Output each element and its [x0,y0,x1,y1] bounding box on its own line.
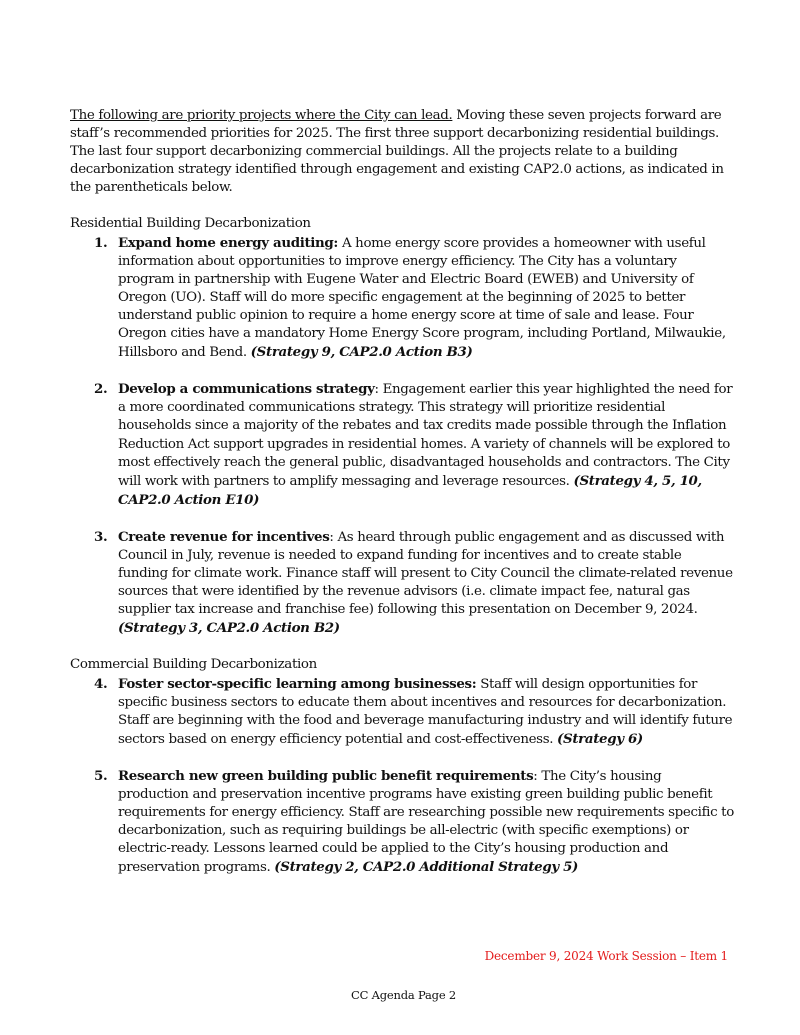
project-number: 3. [94,528,108,545]
project-title: Create revenue for incentives [118,528,330,545]
project-number: 1. [94,234,108,251]
project-body: A home energy score provides a homeowner with useful information about opportunities to improve energy efficiency. The City has a voluntary program in partnership with Eugene Water and Electric Board (EWEB) and University of Oregon (UO). Staff will do more specific engagement at the beginning of 2025 to better understand public opinion to require a home energy score at time of sale and lease. Four Oregon cities have a mandatory Home Energy Score program, including Portland, Milwaukie, Hillsboro and Bend. [118,235,726,361]
project-body: Staff will design opportunities for specific business sectors to educate them about incentives and resources for decarbonization. Staff are beginning with the food and beverage manufacturing industry and will identify future sectors based on energy efficiency potential and cost-effectiveness. [118,676,733,747]
project-reference: (Strategy 6) [557,730,643,747]
work-session-label: December 9, 2024 Work Session – Item 1 [484,949,728,963]
project-number: 5. [94,767,108,784]
project-number: 4. [94,675,108,692]
agenda-page-number: CC Agenda Page 2 [351,988,457,1002]
project-reference: (Strategy 3, CAP2.0 Action B2) [118,620,340,637]
project-item-4 [70,675,735,749]
document-page [70,107,735,895]
project-item-2 [70,380,735,510]
project-title: Foster sector-specific learning among businesses: [118,675,477,692]
project-body: : As heard through public engagement and as discussed with Council in July, revenue is needed to expand funding for incentives and to create stable funding for climate work. Finance staff will present to City Council the climate-related revenue sources that were identified by the revenue advisors (i.e. climate impact fee, natural gas supplier tax increase and franchise fee) following this presentation on December 9, 2024. [118,529,733,618]
project-list-residential [70,234,735,639]
section-heading-commercial: Commercial Building Decarbonization [70,657,317,673]
project-title: Develop a communications strategy [118,381,375,398]
project-reference: (Strategy 2, CAP2.0 Additional Strategy 5) [274,859,579,876]
project-body: : Engagement earlier this year highlighted the need for a more coordinated communications strategy. This strategy will prioritize residential households since a majority of the rebates and tax credits made possible through the Inflation Reduction Act support upgrades in residential homes. A variety of channels will be explored to most effectively reach the general public, disadvantaged households and contractors. The City will work with partners to amplify messaging and leverage resources. [118,382,733,489]
intro-lead: The following are priority projects where the City can lead. [70,108,453,123]
project-item-1 [70,234,735,363]
project-item-3 [70,528,735,639]
section-residential [70,215,735,638]
section-commercial [70,656,735,877]
section-heading-residential: Residential Building Decarbonization [70,216,311,232]
project-list-commercial [70,675,735,878]
project-title: Expand home energy auditing: [118,234,339,251]
project-title: Research new green building public benefit requirements [118,767,534,784]
project-item-5 [70,767,735,878]
project-reference: (Strategy 4, 5, 10, CAP2.0 Action E10) [118,472,702,508]
project-reference: (Strategy 9, CAP2.0 Action B3) [250,344,473,361]
intro-paragraph [70,107,735,197]
project-body: : The City’s housing production and preservation incentive programs have existing green building public benefit requirements for energy efficiency. Staff are researching possible new requirements specific to decarbonization, such as requiring buildings be all-electric (with specific exemptions) or electric-ready. Lessons learned could be applied to the City’s housing production and preservation programs. [118,768,734,876]
project-number: 2. [94,381,108,398]
intro-body: Moving these seven projects forward are staff’s recommended priorities for 2025. The first three support decarbonizing residential buildings. The last four support decarbonizing commercial buildings. All the projects relate to a building decarbonization strategy identified through engagement and existing CAP2.0 actions, as indicated in the parentheticals below. [70,108,724,196]
